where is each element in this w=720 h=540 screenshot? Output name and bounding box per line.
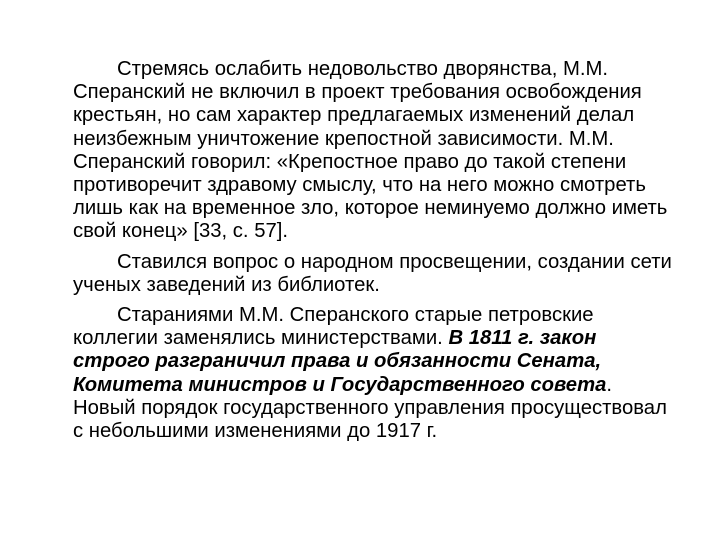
paragraph-text: Ставился вопрос о народном просвещении, создании сети ученых заведений из библиотек. [73, 250, 672, 296]
paragraph-enlightenment [73, 251, 673, 297]
paragraph-speransky-reforms [73, 58, 673, 244]
slide-text [73, 58, 673, 450]
emphasized-law-1811: В 1811 г. закон строго разграничил права и обязанности Сената, Комитета министров и Государственного совета [73, 327, 607, 396]
paragraph-text-before: Стараниями М.М. Сперанского старые петровские коллегии заменялись министерствами. [73, 304, 594, 350]
paragraph-ministries [73, 304, 673, 443]
paragraph-text: Стремясь ослабить недовольство дворянства, М.М. Сперанский не включил в проект требования освобождения крестьян, но сам характер предлагаемых изменений делал неизбежным уничтожение крепостной зависимости. М.М. Сперанский говорил: «Крепостное право до такой степени противоречит здравому смыслу, что на него можно смотреть лишь как на временное зло, которое неминуемо должно иметь свой конец» [33, с. 57]. [73, 58, 668, 243]
paragraph-text-after: . Новый порядок государственного управления просуществовал с небольшими изменениями до 1917 г. [73, 373, 667, 443]
